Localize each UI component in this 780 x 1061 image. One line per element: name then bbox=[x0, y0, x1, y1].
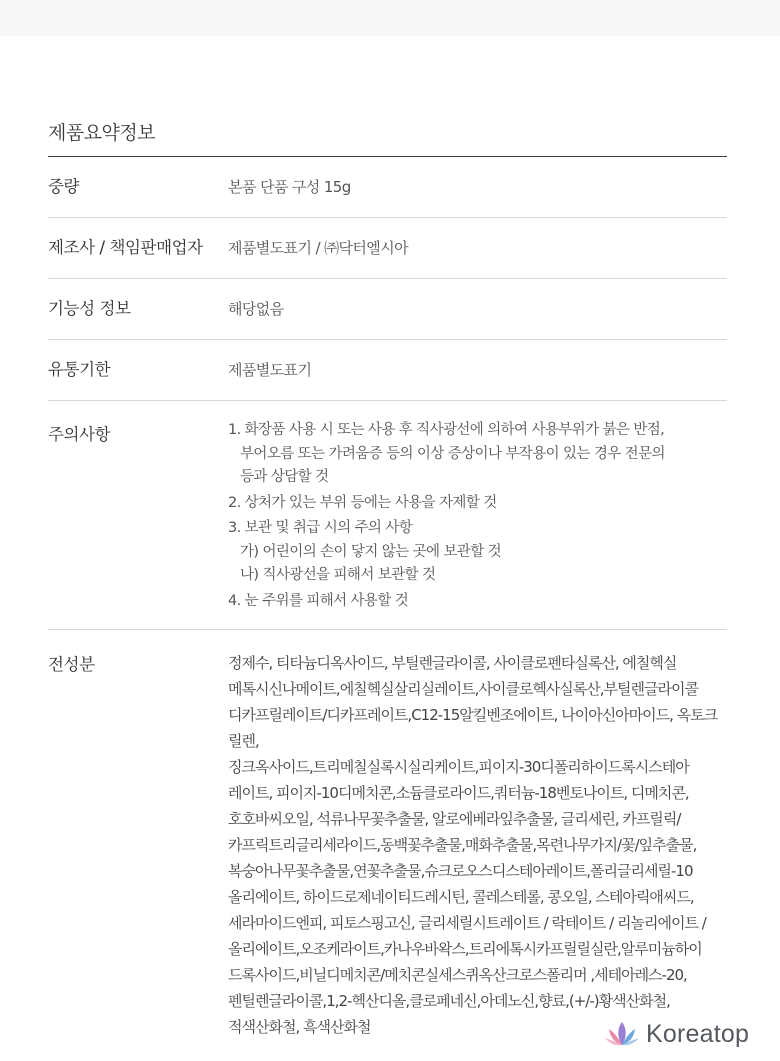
top-bar bbox=[0, 0, 780, 36]
ingredient-line: 정제수, 티타늄디옥사이드, 부틸렌글라이콜, 사이클로펜타실록산, 에칠헥실 bbox=[228, 654, 677, 672]
ingredient-line: 카프릭트리글리세라이드,동백꽃추출물,매화추출물,목련나무가지/꽃/잎추출물, bbox=[228, 836, 697, 854]
ingredient-line: 세라마이드엔피, 피토스핑고신, 글리세릴시트레이트 / 락테이트 / 리놀리에이트 / bbox=[228, 914, 706, 932]
row-manufacturer bbox=[48, 218, 727, 279]
row-weight bbox=[48, 157, 727, 218]
caution-text: 2. 상처가 있는 부위 등에는 사용을 자제할 것 bbox=[228, 494, 497, 511]
ingredient-line: 드록사이드,비닐디메치콘/메치콘실세스퀴옥산크로스폴리머 ,세테아레스-20, bbox=[228, 966, 687, 984]
caution-item-2 bbox=[228, 492, 727, 516]
caution-list bbox=[228, 419, 727, 615]
caution-text: 4. 눈 주위를 피해서 사용할 것 bbox=[228, 592, 409, 609]
ingredient-line: 호호바씨오일, 석류나무꽃추출물, 알로에베라잎추출물, 글리세린, 카프릴릭/ bbox=[228, 810, 681, 828]
caution-text: 등과 상담할 것 bbox=[240, 469, 329, 485]
ingredient-line: 디카프릴레이트/디카프레이트,C12-15알킬벤조에이트, 나이아신아마이드, 옥토크릴렌, bbox=[228, 706, 718, 750]
row-label: 유통기한 bbox=[48, 360, 111, 379]
koreatop-logo bbox=[604, 1017, 749, 1051]
caution-item-1 bbox=[228, 419, 727, 490]
product-summary-table bbox=[48, 156, 727, 1040]
ingredient-line: 올리에이트,오조케라이트,카나우바왁스,트리에톡시카프릴릴실란,알루미늄하이 bbox=[228, 940, 702, 958]
row-value: 해당없음 bbox=[228, 300, 284, 318]
section-title: 제품요약정보 bbox=[48, 122, 156, 144]
ingredient-line: 올리에이트, 하이드로제네이티드레시틴, 콜레스테롤, 콩오일, 스테아릭애씨드, bbox=[228, 888, 694, 906]
row-label: 주의사항 bbox=[48, 425, 111, 444]
row-value: 본품 단품 구성 15g bbox=[228, 178, 351, 196]
ingredient-line: 메톡시신나메이트,에칠헥실살리실레이트,사이클로헥사실록산,부틸렌글라이콜 bbox=[228, 680, 698, 698]
row-label: 중량 bbox=[48, 177, 80, 196]
row-label: 제조사 / 책임판매업자 bbox=[48, 238, 203, 257]
ingredient-line: 펜틸렌글라이콜,1,2-헥산디올,클로페네신,아데노신,향료,(+/-)황색산화철, bbox=[228, 992, 670, 1010]
logo-text: Koreatop bbox=[646, 1019, 750, 1048]
row-value: 제품별도표기 / ㈜닥터엘시아 bbox=[228, 239, 408, 257]
ingredient-line: 적색산화철, 흑색산화철 bbox=[228, 1018, 371, 1036]
ingredients-list bbox=[228, 650, 727, 1040]
caution-text: 1. 화장품 사용 시 또는 사용 후 직사광선에 의하여 사용부위가 붉은 반점, bbox=[228, 422, 665, 438]
row-expiry bbox=[48, 340, 727, 401]
row-value: 제품별도표기 bbox=[228, 361, 312, 379]
caution-text: 3. 보관 및 취급 시의 주의 사항 bbox=[228, 520, 413, 536]
ingredient-line: 레이트, 피이지-10디메치콘,소듐클로라이드,쿼터늄-18벤토나이트, 디메치콘, bbox=[228, 784, 689, 802]
row-label: 전성분 bbox=[48, 655, 95, 674]
ingredient-line: 복숭아나무꽃추출물,연꽃추출물,슈크로오스디스테아레이트,폴리글리세릴-10 bbox=[228, 862, 693, 880]
caution-subitem: 가) 어린이의 손이 닿지 않는 곳에 보관할 것 bbox=[240, 543, 502, 560]
row-caution bbox=[48, 401, 727, 630]
ingredient-line: 징크옥사이드,트리메칠실록시실리케이트,피이지-30디폴리하이드록시스테아 bbox=[228, 758, 689, 776]
caution-subitem: 나) 직사광선을 피해서 보관할 것 bbox=[240, 567, 436, 583]
caution-text: 부어오름 또는 가려움증 등의 이상 증상이나 부작용이 있는 경우 전문의 bbox=[240, 445, 665, 462]
row-label: 기능성 정보 bbox=[48, 299, 131, 318]
caution-item-3 bbox=[228, 517, 727, 588]
lotus-icon bbox=[604, 1019, 640, 1049]
row-ingredients bbox=[48, 630, 727, 1040]
row-function bbox=[48, 279, 727, 340]
caution-item-4 bbox=[228, 590, 727, 614]
